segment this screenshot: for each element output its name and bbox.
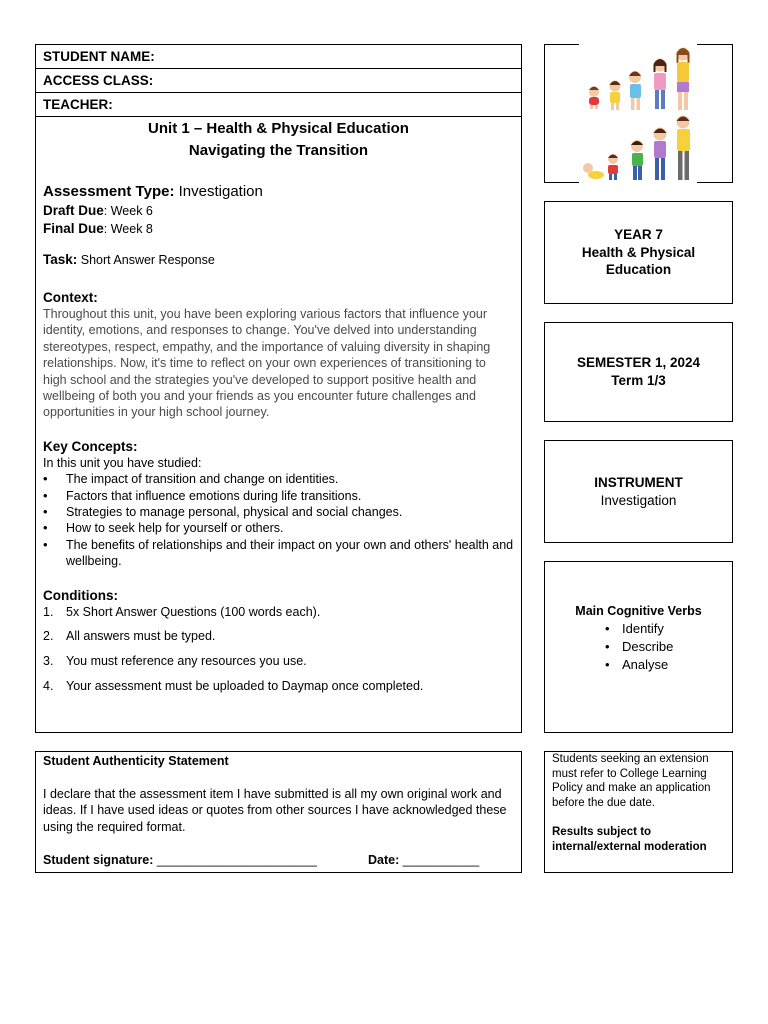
condition-text: 5x Short Answer Questions (100 words each). [66,604,321,619]
assessment-type [43,182,514,202]
list-item: • Factors that influence emotions during life transitions. [43,488,514,504]
access-class-label: ACCESS CLASS: [43,73,154,88]
unit-subtitle: Navigating the Transition [188,142,369,159]
context-heading: Context: [43,290,98,305]
final-due-value: : Week 8 [103,222,153,236]
condition-text: All answers must be typed. [66,629,216,644]
list-item: • The impact of transition and change on identities. [43,471,514,487]
date-label: Date: [368,853,400,868]
task-label: Task: [43,252,78,267]
key-concepts-heading: Key Concepts: [43,438,138,454]
term-label: Term 1/3 [611,372,666,388]
assessment-type-value: Investigation [174,183,263,200]
draft-due-label: Draft Due [43,203,104,218]
list-item [43,678,514,694]
cognitive-verbs-box [544,561,733,733]
list-item [43,628,514,644]
semester-box [544,322,733,422]
list-item: • Strategies to manage personal, physical and social changes. [43,504,514,520]
date-field [368,852,479,868]
illustration-box [544,44,733,183]
conditions-heading: Conditions: [43,587,118,603]
task-details-box [35,116,522,733]
subject-line2: Education [605,262,672,277]
draft-due-value: : Week 6 [103,204,153,218]
condition-number: 4. [43,679,54,694]
signature-label: Student signature: [43,853,154,868]
instrument-label: INSTRUMENT [594,475,683,490]
girl-figures-icon [589,48,690,111]
final-due [43,220,514,238]
condition-number: 1. [43,604,54,619]
year-label: YEAR 7 [614,227,663,242]
task-value: Short Answer Response [77,253,215,267]
list-item [43,604,514,620]
semester-label: SEMESTER 1, 2024 [576,355,701,370]
condition-number: 2. [43,629,54,644]
authenticity-title: Student Authenticity Statement [43,754,229,768]
list-item: • Identify [603,620,683,638]
extension-info-box [544,751,733,873]
growing-children-illustration [544,44,733,183]
subject-line1: Health & Physical [581,244,696,260]
moderation-note: Results subject to internal/external moderation [552,825,707,853]
condition-number: 3. [43,654,54,669]
date-blank: ___________ [399,853,480,868]
verbs-title: Main Cognitive Verbs [575,604,702,618]
signature-line [43,852,514,868]
task [43,251,514,269]
condition-text: Your assessment must be uploaded to Daymap once completed. [66,679,424,694]
extension-text: Students seeking an extension must refer to College Learning Policy and make an application before the due date. [552,753,711,810]
boy-figures-icon [583,116,690,181]
access-class-row [35,68,522,93]
teacher-label: TEACHER: [43,97,113,112]
list-item: • The benefits of relationships and their impact on your own and others' health and wellbeing. [43,537,514,570]
list-item: • How to seek help for yourself or others. [43,520,514,536]
signature-blank: _______________________ [153,853,317,868]
authenticity-statement-box [35,751,522,873]
teacher-row [35,92,522,117]
condition-text: You must reference any resources you use. [66,654,307,669]
student-name-label: STUDENT NAME: [43,49,155,64]
verbs-list [603,620,683,674]
instrument-value: Investigation [600,492,677,508]
list-item: • Describe [603,638,683,656]
list-item: • Analyse [603,656,683,674]
authenticity-text: I declare that the assessment item I have submitted is all my own original work and ideas. If I have used ideas or quotes from other sources I have acknowledged these using the required format. [43,787,507,834]
unit-title: Unit 1 – Health & Physical Education [148,120,409,137]
conditions-list [43,604,514,695]
key-concepts-intro: In this unit you have studied: [43,455,202,470]
list-item [43,653,514,669]
assessment-type-label: Assessment Type: [43,183,175,200]
key-concepts-list [43,471,514,569]
context-text: Throughout this unit, you have been exploring various factors that influence your identity, emotions, and responses to change. You've delved into understanding stereotypes, respect, empathy, and the importance of valuing diversity in shaping relationships. Now, it's time to reflect on your own experiences of transitioning to high school and the strategies you've developed to support positive health and wellbeing of both you and your friends as you encounter future challenges and opportunities in your high school journey. [43,307,491,420]
student-name-row [35,44,522,69]
draft-due [43,202,514,220]
instrument-box [544,440,733,543]
final-due-label: Final Due [43,221,104,236]
year-level-box [544,201,733,304]
